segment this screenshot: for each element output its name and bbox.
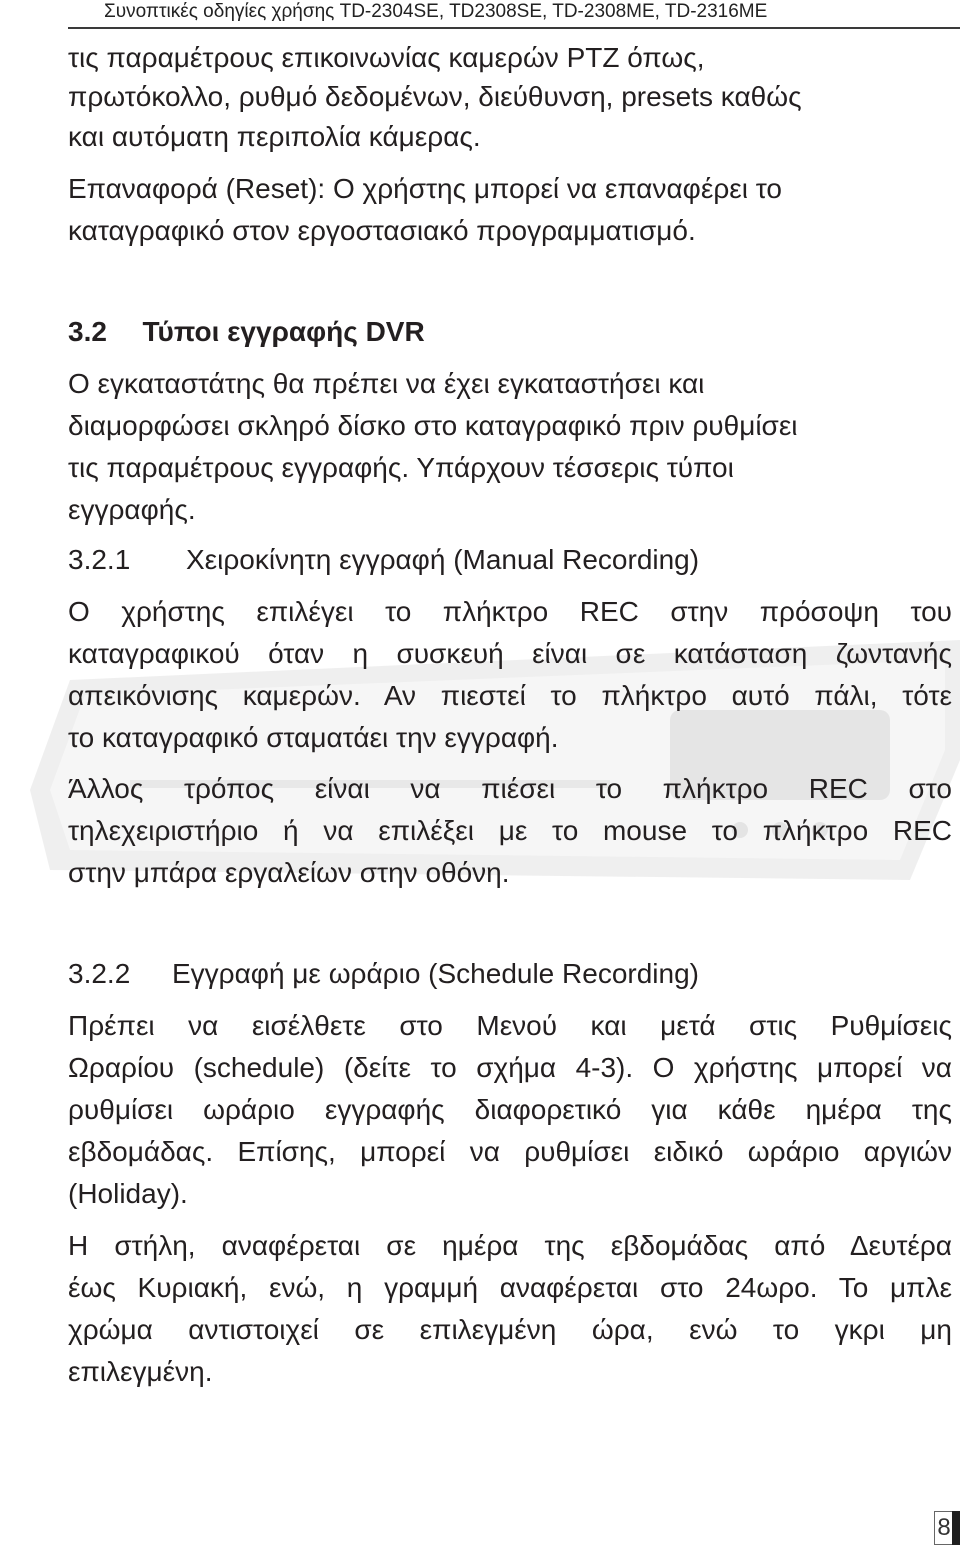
paragraph-line: τις παραμέτρους εγγραφής. Υπάρχουν τέσσερις τύποι xyxy=(68,452,734,483)
paragraph-line: διαμορφώσει σκληρό δίσκο στο καταγραφικό πριν ρυθμίσει xyxy=(68,410,798,441)
paragraph-line: Ο εγκαταστάτης θα πρέπει να έχει εγκαταστήσει και xyxy=(68,368,705,399)
paragraph-line: το καταγραφικό σταματάει την εγγραφή. xyxy=(68,722,559,753)
subsection-number: 3.2.2 xyxy=(68,958,131,989)
paragraph-line: έως Κυριακή, ενώ, η γραμμή αναφέρεται στο 24ωρο. Το μπλε xyxy=(68,1272,952,1303)
intro-line: πρωτόκολλο, ρυθμό δεδομένων, διεύθυνση, presets καθώς xyxy=(68,81,802,112)
paragraph-line: Η στήλη, αναφέρεται σε ημέρα της εβδομάδας από Δευτέρα xyxy=(68,1230,952,1261)
page-number: 8 xyxy=(934,1511,954,1545)
paragraph-line: (Holiday). xyxy=(68,1178,188,1209)
paragraph-line: Ωραρίου (schedule) (δείτε το σχήμα 4-3). Ο χρήστης μπορεί να xyxy=(68,1052,952,1083)
paragraph-line: καταγραφικού όταν η συσκευή είναι σε κατάσταση ζωντανής xyxy=(68,638,952,669)
intro-line: καταγραφικό στον εργοστασιακό προγραμματισμό. xyxy=(68,215,696,246)
page-edge-tab xyxy=(952,1511,960,1545)
section-title: Τύποι εγγραφής DVR xyxy=(142,316,425,347)
paragraph-line: Πρέπει να εισέλθετε στο Μενού και μετά στις Ρυθμίσεις xyxy=(68,1010,952,1041)
paragraph-line: εγγραφής. xyxy=(68,494,196,525)
intro-line: και αυτόματη περιπολία κάμερας. xyxy=(68,121,481,152)
header-rule xyxy=(68,27,960,29)
paragraph-line: Ο χρήστης επιλέγει το πλήκτρο REC στην πρόσοψη του xyxy=(68,596,952,627)
paragraph-line: χρώμα αντιστοιχεί σε επιλεγμένη ώρα, ενώ το γκρι μη xyxy=(68,1314,952,1345)
paragraph-line: απεικόνισης καμερών. Αν πιεστεί το πλήκτρο αυτό πάλι, τότε xyxy=(68,680,952,711)
paragraph-line: ρυθμίσει ωράριο εγγραφής διαφορετικό για κάθε ημέρα της xyxy=(68,1094,952,1125)
paragraph-line: Άλλος τρόπος είναι να πιέσει το πλήκτρο REC στο xyxy=(68,773,952,804)
paragraph-line: επιλεγμένη. xyxy=(68,1356,213,1387)
section-number: 3.2 xyxy=(68,316,107,347)
subsection-heading-3-2-1 xyxy=(68,542,699,578)
paragraph-line: εβδομάδας. Επίσης, μπορεί να ρυθμίσει ειδικό ωράριο αργιών xyxy=(68,1136,952,1167)
intro-line: τις παραμέτρους επικοινωνίας καμερών PTZ όπως, xyxy=(68,42,705,73)
paragraph-line: στην μπάρα εργαλείων στην οθόνη. xyxy=(68,857,510,888)
paragraph-line: τηλεχειριστήριο ή να επιλέξει με το mouse το πλήκτρο REC xyxy=(68,815,952,846)
subsection-title: Εγγραφή με ωράριο (Schedule Recording) xyxy=(172,958,699,989)
section-heading-3-2 xyxy=(68,314,425,350)
subsection-heading-3-2-2 xyxy=(68,956,699,992)
intro-line: Επαναφορά (Reset): Ο χρήστης μπορεί να επαναφέρει το xyxy=(68,173,782,204)
subsection-number: 3.2.1 xyxy=(68,544,131,575)
running-header: Συνοπτικές οδηγίες χρήσης TD-2304SE, TD2308SE, TD-2308ME, TD-2316ME xyxy=(104,1,768,22)
subsection-title: Χειροκίνητη εγγραφή (Manual Recording) xyxy=(186,544,700,575)
